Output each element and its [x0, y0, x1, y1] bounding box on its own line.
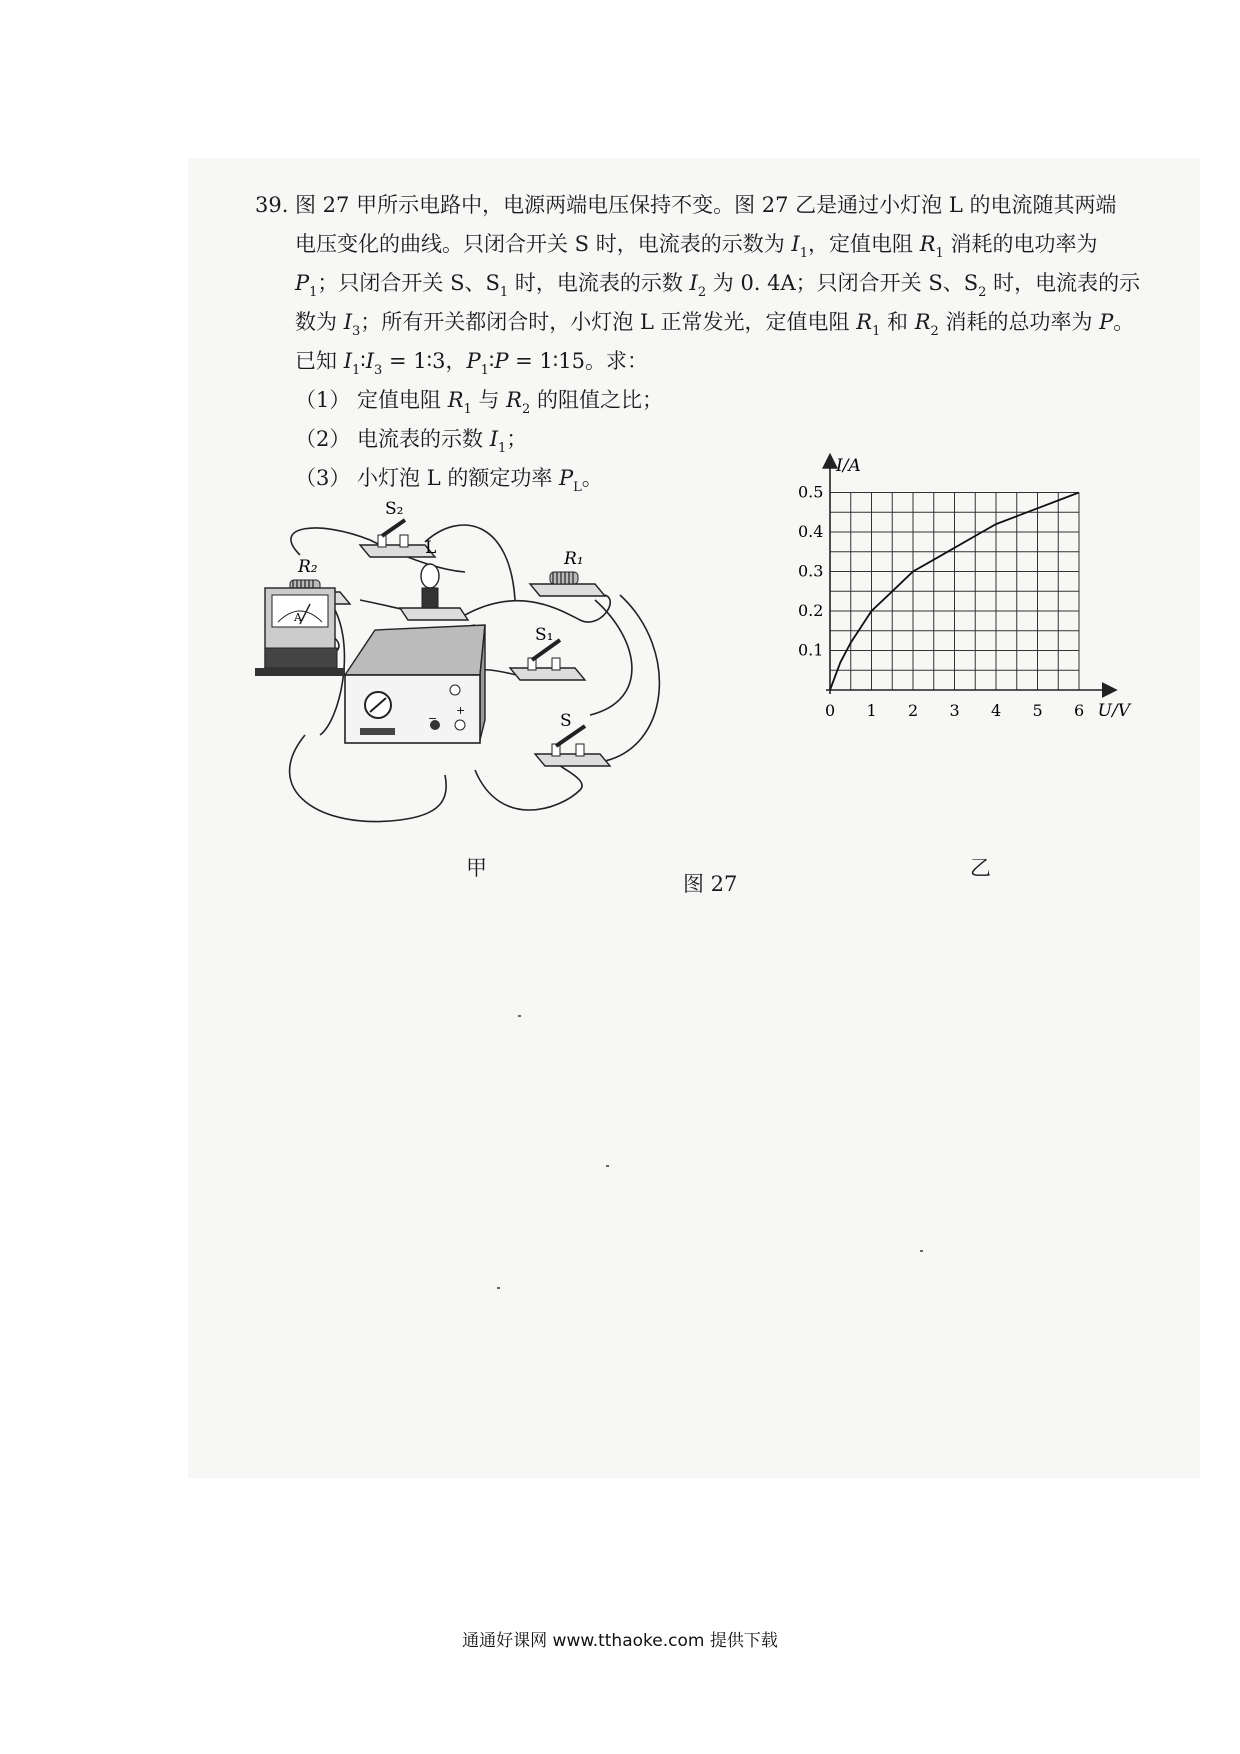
x-tick-label: 3 — [949, 701, 960, 720]
question-part-1: （1） 定值电阻 $R_1$ 与 $R_2$ 的阻值之比； — [295, 388, 663, 417]
label-s2: S₂ — [385, 499, 404, 519]
iu-graph — [790, 455, 1150, 810]
scan-speck — [606, 1165, 609, 1167]
label-r1: R₁ — [564, 549, 584, 569]
question-line-4: 数为 $I_3$；所有开关都闭合时，小灯泡 L 正常发光，定值电阻 $R_1$ 和 $R_2$ 消耗的总功率为 P。 — [295, 310, 1135, 339]
figure-caption: 图 27 — [683, 872, 738, 896]
x-tick-label: 0 — [825, 701, 836, 720]
y-tick-label: 0.1 — [798, 640, 824, 660]
caption-left: 甲 — [466, 856, 487, 880]
question-part-2: （2） 电流表的示数 $I_1$； — [295, 427, 528, 456]
label-minus: − — [428, 712, 438, 725]
y-tick-label: 0.2 — [798, 601, 824, 620]
x-tick-label: 1 — [866, 701, 877, 720]
question-line-5: 已知 $I_1∶I_3$ = 1∶3，$P_1∶P$ = 1∶15。求： — [295, 349, 648, 378]
switch-s2 — [360, 499, 435, 557]
ammeter — [255, 588, 345, 676]
x-tick-label: 6 — [1074, 701, 1085, 720]
switch-s1 — [510, 625, 585, 680]
resistor-r1 — [530, 549, 605, 596]
footer-credit: 通通好课网 www.tthaoke.com 提供下载 — [462, 1631, 778, 1651]
label-r2: R₂ — [298, 557, 318, 577]
question-part-3: （3） 小灯泡 L 的额定功率 $P_L$。 — [295, 466, 603, 495]
y-tick-label: 0.3 — [798, 561, 824, 581]
question-line-3: $P_1$；只闭合开关 S、$S_1$ 时，电流表的示数 $I_2$ 为 0. 4A；只闭合开关 S、$S_2$ 时，电流表的示 — [295, 271, 1141, 300]
y-axis-label: I/A — [836, 455, 861, 476]
power-supply — [345, 625, 485, 743]
x-tick-label: 4 — [991, 701, 1002, 720]
label-lamp: L — [425, 538, 437, 558]
x-tick-label: 2 — [908, 701, 919, 720]
switch-s — [535, 711, 610, 766]
question-number: 39. — [255, 193, 289, 217]
scan-speck — [518, 1015, 521, 1017]
y-tick-label: 0.5 — [798, 482, 824, 502]
caption-right: 乙 — [970, 856, 991, 880]
label-s1: S₁ — [535, 625, 554, 645]
x-axis-label: U/V — [1097, 701, 1131, 721]
circuit-diagram — [260, 500, 700, 850]
label-s: S — [560, 711, 572, 731]
x-tick-label: 5 — [1032, 701, 1043, 720]
scan-speck — [920, 1250, 923, 1252]
label-plus: + — [456, 704, 466, 717]
question-line-2: 电压变化的曲线。只闭合开关 S 时，电流表的示数为 $I_1$，定值电阻 $R_1$ 消耗的电功率为 — [295, 232, 1098, 261]
x-tick-labels — [825, 701, 1084, 720]
label-ammeter: A — [294, 611, 302, 624]
y-tick-label: 0.4 — [798, 522, 824, 541]
scan-speck — [497, 1287, 500, 1289]
